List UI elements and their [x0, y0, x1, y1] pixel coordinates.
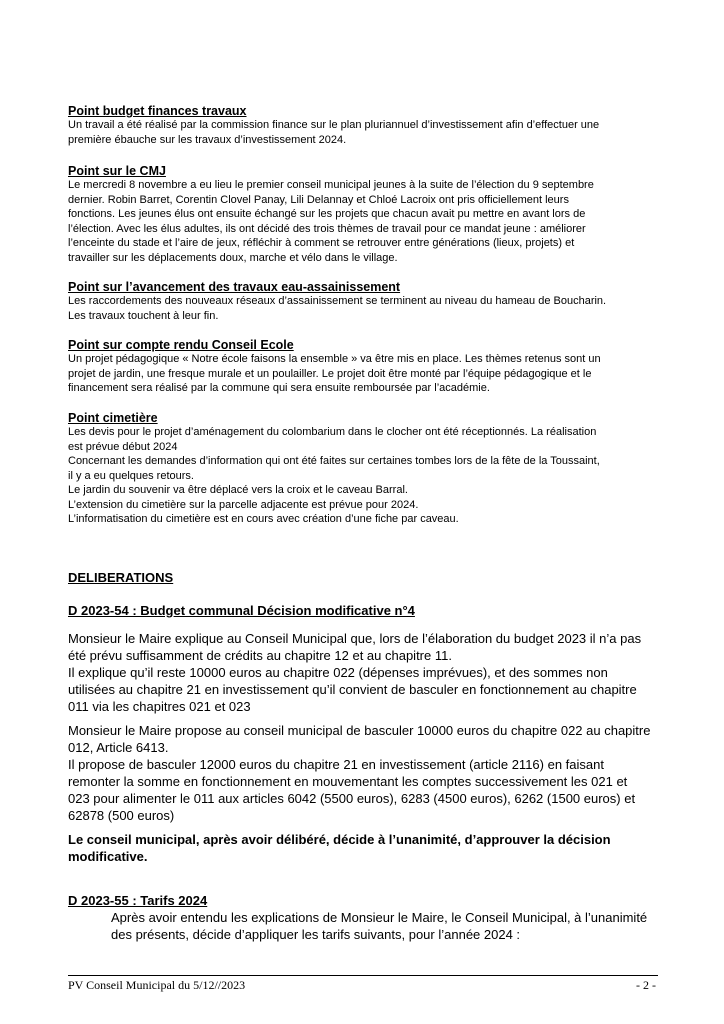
- section-cmj: [68, 164, 656, 265]
- section-body: [68, 294, 656, 323]
- section-conseil-ecole: [68, 338, 656, 396]
- text-line: Monsieur le Maire propose au conseil municipal de basculer 10000 euros du chapitre 022 au chapitre: [68, 723, 651, 738]
- text-line: remonter la somme en fonctionnement en mouvementant les comptes successivement les 021 et: [68, 774, 628, 789]
- text-line: Concernant les demandes d’information qui ont été faites sur certaines tombes lors de la fête de la Toussaint,: [68, 455, 600, 467]
- text-line: utilisées au chapitre 21 en investissement qu’il convient de basculer en fonctionnement au chapitre: [68, 682, 637, 697]
- section-heading: Point budget finances travaux: [68, 104, 247, 118]
- text-line: Le jardin du souvenir va être déplacé vers la croix et le caveau Barral.: [68, 484, 408, 496]
- text-line: L’informatisation du cimetière est en cours avec création d’une fiche par caveau.: [68, 513, 459, 525]
- text-line: fonctions. Les jeunes élus ont ensuite échangé sur les projets que chacun avait pu mettre en avant lors de: [68, 208, 586, 220]
- section-heading: Point sur compte rendu Conseil Ecole: [68, 338, 294, 352]
- text-line: est prévue début 2024: [68, 440, 178, 453]
- section-heading: Point sur l’avancement des travaux eau-assainissement: [68, 280, 401, 294]
- section-cimetiere: [68, 411, 656, 527]
- text-line: l’enceinte du stade et l’aire de jeux, réfléchir à comment se retrouver entre générations (lieux, projets) et: [68, 237, 575, 249]
- text-line: Un travail a été réalisé par la commission finance sur le plan pluriannuel d’investissement afin d’effectuer une: [68, 119, 600, 131]
- text-line: 023 pour alimenter le 011 aux articles 6042 (5500 euros), 6283 (4500 euros), 6262 (1500 euros) et: [68, 791, 636, 806]
- text-line: Les travaux touchent à leur fin.: [68, 309, 219, 322]
- text-line: des présents, décide d’appliquer les tarifs suivants, pour l’année 2024 :: [111, 927, 521, 942]
- paragraph-body: [68, 722, 656, 824]
- footer-divider: [68, 975, 658, 976]
- deliberation-title: D 2023-54 : Budget communal Décision modificative n°4: [68, 603, 415, 618]
- section-travaux-eau: [68, 280, 656, 323]
- deliberation-d54: [68, 603, 656, 619]
- section-body: [68, 178, 656, 265]
- d54-paragraph-2: [68, 722, 656, 824]
- section-body: [68, 352, 656, 396]
- paragraph-body: [68, 630, 656, 715]
- decision-body: [68, 831, 656, 865]
- section-body: [68, 425, 656, 527]
- text-line: été prévu suffisamment de crédits au chapitre 12 et au chapitre 11.: [68, 648, 452, 663]
- text-line: il y a eu quelques retours.: [68, 469, 194, 482]
- section-heading: Point sur le CMJ: [68, 164, 166, 178]
- text-line: modificative.: [68, 849, 148, 864]
- section-budget-finances: [68, 104, 656, 147]
- d54-decision: [68, 831, 656, 865]
- section-heading: Point cimetière: [68, 411, 158, 425]
- text-line: projet de jardin, une fresque murale et un poulailler. Le projet doit être monté par l’équipe pédagogique et le: [68, 367, 592, 380]
- text-line: 012, Article 6413.: [68, 740, 169, 755]
- text-line: Le conseil municipal, après avoir délibéré, décide à l’unanimité, d’approuver la décision: [68, 832, 611, 847]
- deliberations-title: DELIBERATIONS: [68, 570, 174, 585]
- text-line: Un projet pédagogique « Notre école faisons la ensemble » va être mis en place. Les thèmes retenus sont un: [68, 353, 601, 365]
- paragraph-body: [68, 909, 656, 943]
- text-line: financement sera réalisé par la commune qui sera ensuite remboursée par l’académie.: [68, 382, 490, 394]
- text-line: Le mercredi 8 novembre a eu lieu le premier conseil municipal jeunes à la suite de l’élection du 9 septembre: [68, 179, 594, 191]
- text-line: 011 via les chapitres 021 et 023: [68, 699, 251, 714]
- page-number: - 2 -: [636, 978, 656, 992]
- text-line: première ébauche sur les travaux d’investissement 2024.: [68, 133, 347, 146]
- text-line: Il propose de basculer 12000 euros du chapitre 21 en investissement (article 2116) en faisant: [68, 757, 604, 772]
- text-line: l’élection. Avec les élus adultes, ils ont décidé des trois thèmes de travail pour ce mandat jeune : améliorer: [68, 222, 586, 235]
- text-line: dernier. Robin Barret, Corentin Clovel Panay, Lili Delannay et Chloé Lacroix ont pris officiellement leurs: [68, 193, 569, 206]
- text-line: Les raccordements des nouveaux réseaux d’assainissement se terminent au niveau du hameau de Boucharin.: [68, 295, 607, 307]
- text-line: Il explique qu’il reste 10000 euros au chapitre 022 (dépenses imprévues), et des sommes non: [68, 665, 608, 680]
- text-line: 62878 (500 euros): [68, 808, 175, 823]
- text-line: Après avoir entendu les explications de Monsieur le Maire, le Conseil Municipal, à l’unanimité: [111, 910, 648, 925]
- deliberation-d55: [68, 893, 656, 943]
- text-line: travailler sur les déplacements doux, marche et vélo dans le village.: [68, 251, 398, 264]
- deliberation-title: D 2023-55 : Tarifs 2024: [68, 893, 208, 908]
- text-line: Les devis pour le projet d’aménagement du colombarium dans le clocher ont été réceptionnés. La réalisation: [68, 426, 597, 438]
- text-line: Monsieur le Maire explique au Conseil Municipal que, lors de l’élaboration du budget 2023 il n’a pas: [68, 631, 642, 646]
- d54-paragraph-1: [68, 630, 656, 715]
- section-body: [68, 118, 656, 147]
- text-line: L’extension du cimetière sur la parcelle adjacente est prévue pour 2024.: [68, 498, 419, 511]
- deliberations-heading-block: [68, 570, 656, 586]
- footer-title: PV Conseil Municipal du 5/12//2023: [68, 978, 246, 992]
